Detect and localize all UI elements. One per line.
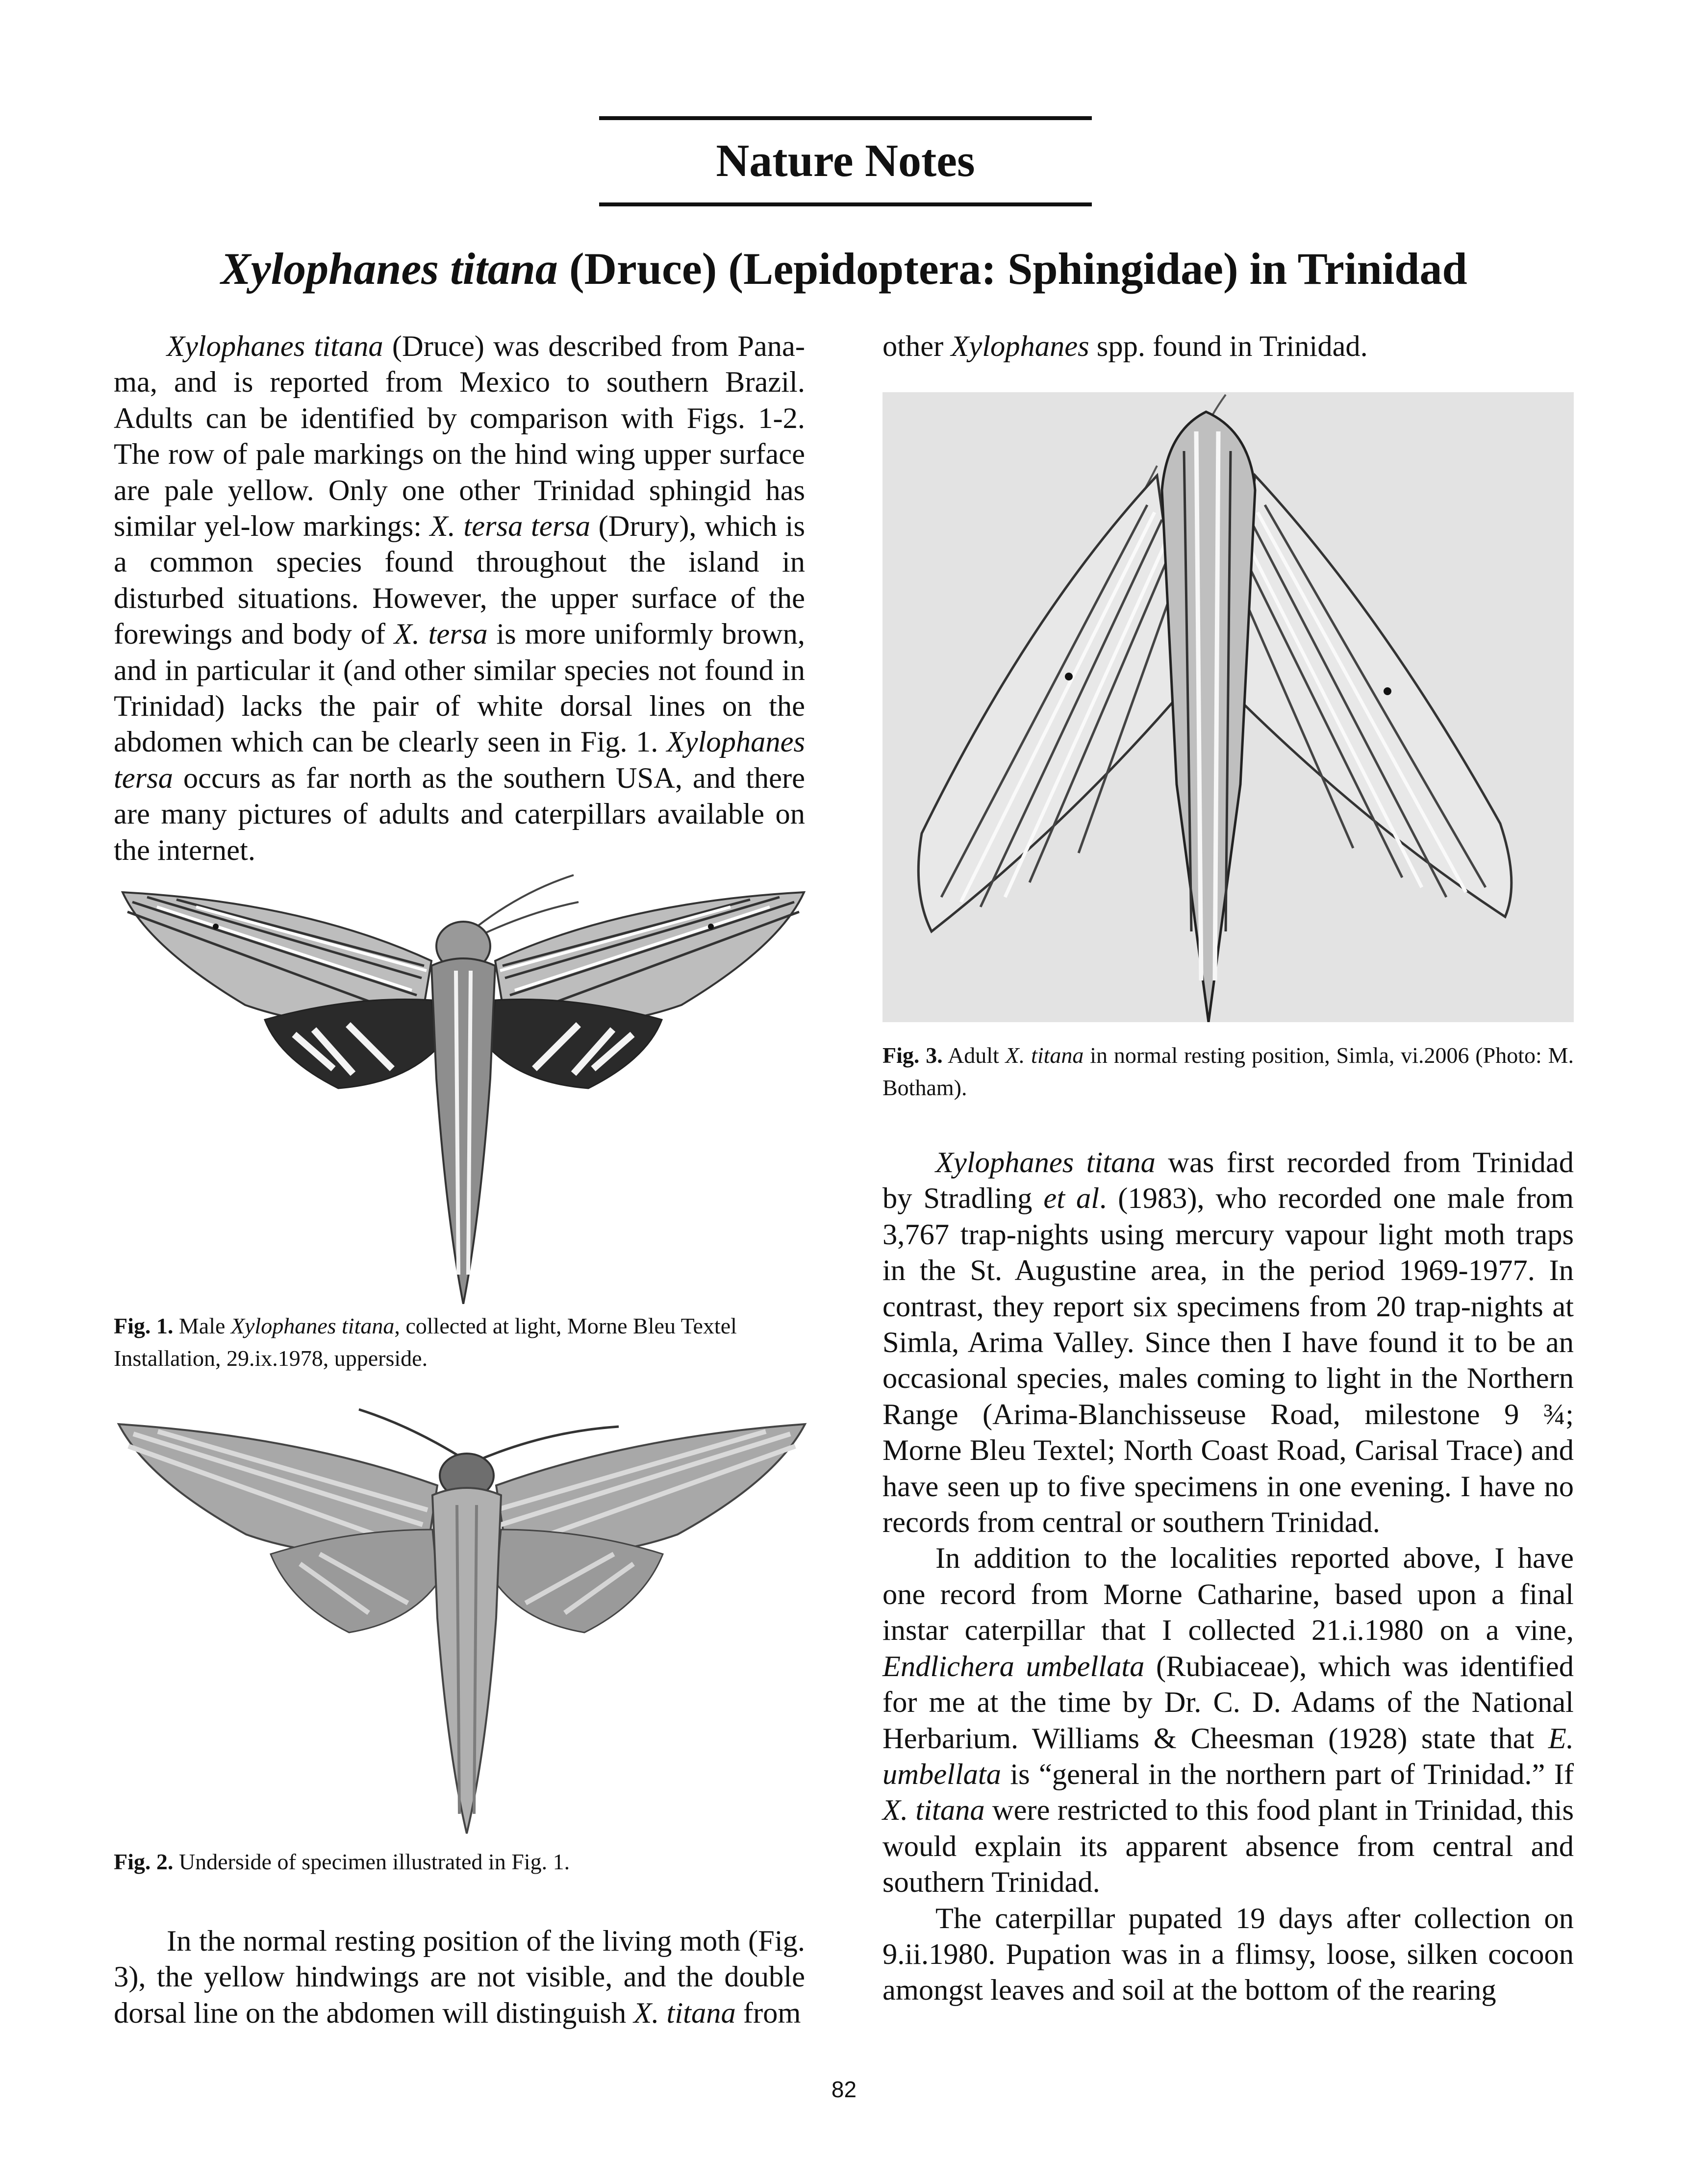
intro-text-9: However, the upper surface of the forewings and body of: [114, 581, 805, 651]
figure-1-caption-pre: Male: [173, 1313, 231, 1338]
header-rule-top: [599, 116, 1092, 120]
intro-text-11: other similar species not found in Trinidad) lacks the pair: [114, 653, 805, 723]
figure-3-caption-post: in normal resting position, Simla, vi.2006 (Photo: M. Botham).: [882, 1043, 1574, 1100]
foodplant-paragraph: [882, 1540, 1574, 1900]
intro-text-13: seen in Fig. 1.: [487, 726, 667, 759]
intro-species-name: Xylophanes titana: [167, 330, 383, 363]
article-title-rest: (Druce) (Lepidoptera: Sphingidae) in Trinidad: [557, 244, 1467, 294]
intro-species-tersa-tersa: X. tersa tersa: [429, 510, 591, 543]
continuation-post: spp. found in Trinidad.: [1089, 330, 1368, 363]
intro-text-10: is more uniformly brown, and in particular it (and: [114, 618, 805, 687]
foodplant-text-d: were restricted to this food plant in Trinidad, this would explain its apparent absence from central and southern Trinidad.: [882, 1794, 1574, 1899]
pupation-paragraph: The caterpillar pupated 19 days after collection on 9.ii.1980. Pupation was in a flimsy, loose, silken cocoon amongst leaves and soil at the bottom of the rearing: [882, 1902, 1574, 2007]
records-text-a: was first recorded from Trinidad by Stradling: [882, 1146, 1574, 1215]
intro-text-12: of white dorsal lines on the abdomen which can be clearly: [114, 690, 805, 759]
intro-species-xylophanes-tersa: Xylophanes tersa: [114, 726, 806, 795]
intro-text-16: caterpillars available on the internet.: [114, 798, 805, 867]
intro-text-4: of pale markings on the hind wing upper surface are pale: [114, 438, 805, 507]
right-column-continuation: [882, 328, 1574, 364]
right-column-body: [882, 1145, 1574, 2008]
records-species: Xylophanes titana: [935, 1146, 1156, 1179]
figure-3-caption-pre: Adult: [942, 1043, 1006, 1068]
records-paragraph: [882, 1145, 1574, 1540]
intro-text-14: occurs as far north as the: [173, 761, 493, 795]
figure-3-caption: [882, 1039, 1574, 1104]
resting-text: In the normal resting position of the living moth (Fig. 3), the yellow hindwings are not visible, and the double dorsal line on the abdomen will distinguish: [114, 1925, 805, 2030]
intro-text-15: southern USA, and there are many pictures of adults and: [114, 761, 805, 831]
moth-resting-illustration: [882, 392, 1574, 1022]
figure-1-caption-species: Xylophanes titana: [230, 1313, 395, 1338]
intro-text-7: (Drury), which is a common: [114, 510, 805, 579]
figure-1-caption-post: , collected at light, Morne Bleu Textel Installation, 29.ix.1978, upperside.: [114, 1313, 737, 1371]
figure-1-moth-upperside: [118, 873, 809, 1304]
records-et-al: et al: [1043, 1182, 1100, 1215]
figure-1-caption: [114, 1310, 810, 1375]
intro-text-1: (Druce) was described from Pana-: [383, 330, 805, 363]
figure-1-label: Fig. 1.: [114, 1313, 174, 1338]
figure-2-moth-underside: [114, 1407, 810, 1838]
moth-underside-illustration: [114, 1407, 810, 1838]
figure-3-moth-resting: [882, 392, 1574, 1022]
foodplant-name-short: E. umbellata: [882, 1722, 1574, 1791]
figure-2-label: Fig. 2.: [114, 1849, 174, 1874]
page-number: 82: [831, 2077, 857, 2102]
intro-species-tersa: X. tersa: [394, 618, 488, 651]
figure-2-caption: [114, 1846, 810, 1878]
intro-text-8: species found throughout the island in disturbed situations.: [114, 546, 806, 615]
figure-3-label: Fig. 3.: [882, 1043, 943, 1068]
figure-3-caption-species: X. titana: [1005, 1043, 1084, 1068]
header-rule-bottom: [599, 202, 1092, 206]
foodplant-species: X. titana: [882, 1794, 985, 1827]
continuation-pre: other: [882, 330, 951, 363]
resting-text-end: from: [735, 1996, 801, 2030]
records-text-b: . (1983), who recorded one male from 3,767 trap-nights using mercury vapour light moth traps in the St. Augustine area, in the period 1969-1977. In contrast, they report six specimens from 20 trap-nights at Simla, Arima Valley. Since then I have found it to be an occasional species, males coming to light in the Northern Range (Arima-Blanchisseuse Road, milestone 9 ¾; Morne Bleu Textel; North Coast Road, Carisal Trace) and have seen up to five specimens in one evening. I have no records from central or southern Trinidad.: [882, 1182, 1574, 1539]
continuation-genus: Xylophanes: [951, 330, 1089, 363]
intro-paragraph: [114, 328, 805, 868]
intro-text-2: ma, and is reported from Mexico to southern Brazil. Adults: [114, 366, 805, 435]
continuation-line: [882, 328, 1574, 364]
foodplant-name: Endlichera umbellata: [882, 1650, 1145, 1683]
moth-upperside-illustration: [118, 873, 809, 1304]
article-title-genus: Xylophanes titana: [221, 244, 558, 294]
intro-text-3: can be identified by comparison with Figs. 1-2. The row: [114, 402, 806, 471]
foodplant-text-b: (Rubiaceae), which was identified for me at the time by Dr. C. D. Adams of the National Herbarium. Williams & Cheesman (1928) state that: [882, 1650, 1574, 1755]
intro-text-5: yellow. Only one other Trinidad sphingid has similar yel-: [114, 474, 805, 543]
section-title: Nature Notes: [716, 135, 975, 186]
left-column-intro: [114, 328, 805, 868]
article-title: [0, 239, 1688, 298]
figure-2-caption-text: Underside of specimen illustrated in Fig. 1.: [173, 1849, 570, 1874]
foodplant-text-a: In addition to the localities reported above, I have one record from Morne Catharine, based upon a final instar caterpillar that I collected 21.i.1980 on a vine,: [882, 1542, 1574, 1647]
resting-species: X. titana: [633, 1996, 736, 2030]
resting-paragraph: [114, 1923, 805, 2031]
left-column-resting: [114, 1923, 805, 2031]
intro-text-6: low markings:: [250, 510, 430, 543]
foodplant-text-c: is “general in the northern part of Trinidad.” If: [1001, 1757, 1574, 1791]
